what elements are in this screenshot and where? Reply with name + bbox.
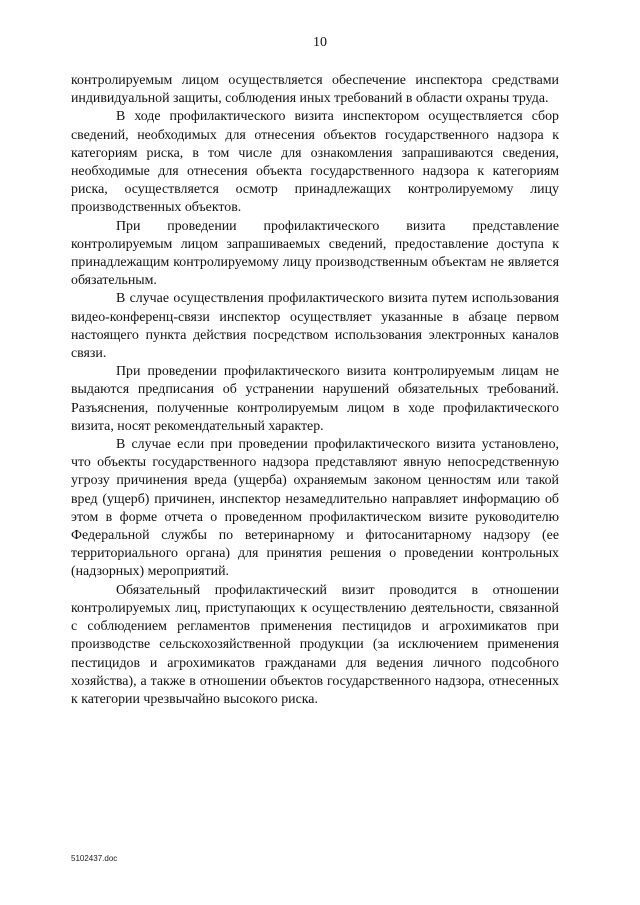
paragraph-mandatory-visit: Обязательный профилактический визит проводится в отношении контролируемых лиц, приступающих к осуществлению деятельности, связанной с соблюдением регламентов применения пестицидов и агрохимикатов при производстве сельскохозяйственной продукции (за исключением применения пестицидов и агрохимикатов гражданами для ведения личного подсобного хозяйства), а также в отношении объектов государственного надзора, отнесенных к категории чрезвычайно высокого риска.: [71, 582, 559, 707]
paragraph-video-conference: В случае осуществления профилактического визита путем использования видео-конференц-связи инспектор осуществляет указанные в абзаце первом настоящего пункта действия посредством использования электронных каналов связи.: [71, 291, 559, 362]
paragraph-immediate-threat: В случае если при проведении профилактического визита установлено, что объекты государственного надзора представляют явную непосредственную угрозу причинения вреда (ущерба) охраняемым законом ценностям или такой вред (ущерб) причинен, инспектор незамедлительно направляет информацию об этом в форме отчета о проведенном профилактическом визите руководителю Федеральной службы по ветеринарному и фитосанитарному надзору (ее территориального органа) для принятия решения о проведении контрольных (надзорных) мероприятий.: [71, 437, 559, 580]
footer-file-name: 5102437.doc: [71, 854, 118, 863]
paragraph-information-collection: В ходе профилактического визита инспектором осуществляется сбор сведений, необходимых для отнесения объектов государственного надзора к категориям риска, в том числе для ознакомления запрашиваются сведения, необходимые для отнесения объекта государственного надзора к категориям риска, осуществляется осмотр принадлежащих контролируемому лицу производственных объектов.: [71, 109, 559, 216]
page-number: 10: [313, 35, 327, 50]
paragraph-no-prescriptions: При проведении профилактического визита контролируемым лицам не выдаются предписания об устранении нарушений обязательных требований. Разъяснения, полученные контролируемым лицом в ходе профилактического визита, носят рекомендательный характер.: [71, 364, 559, 434]
document-body: [71, 72, 559, 709]
paragraph-continuation: контролируемым лицом осуществляется обеспечение инспектора средствами индивидуальной защиты, соблюдения иных требований в области охраны труда.: [71, 73, 559, 107]
paragraph-access-not-mandatory: При проведении профилактического визита представление контролируемым лицом запрашиваемых сведений, предоставление доступа к принадлежащим контролируемому лицу производственным объектам не является обязательным.: [71, 218, 559, 289]
